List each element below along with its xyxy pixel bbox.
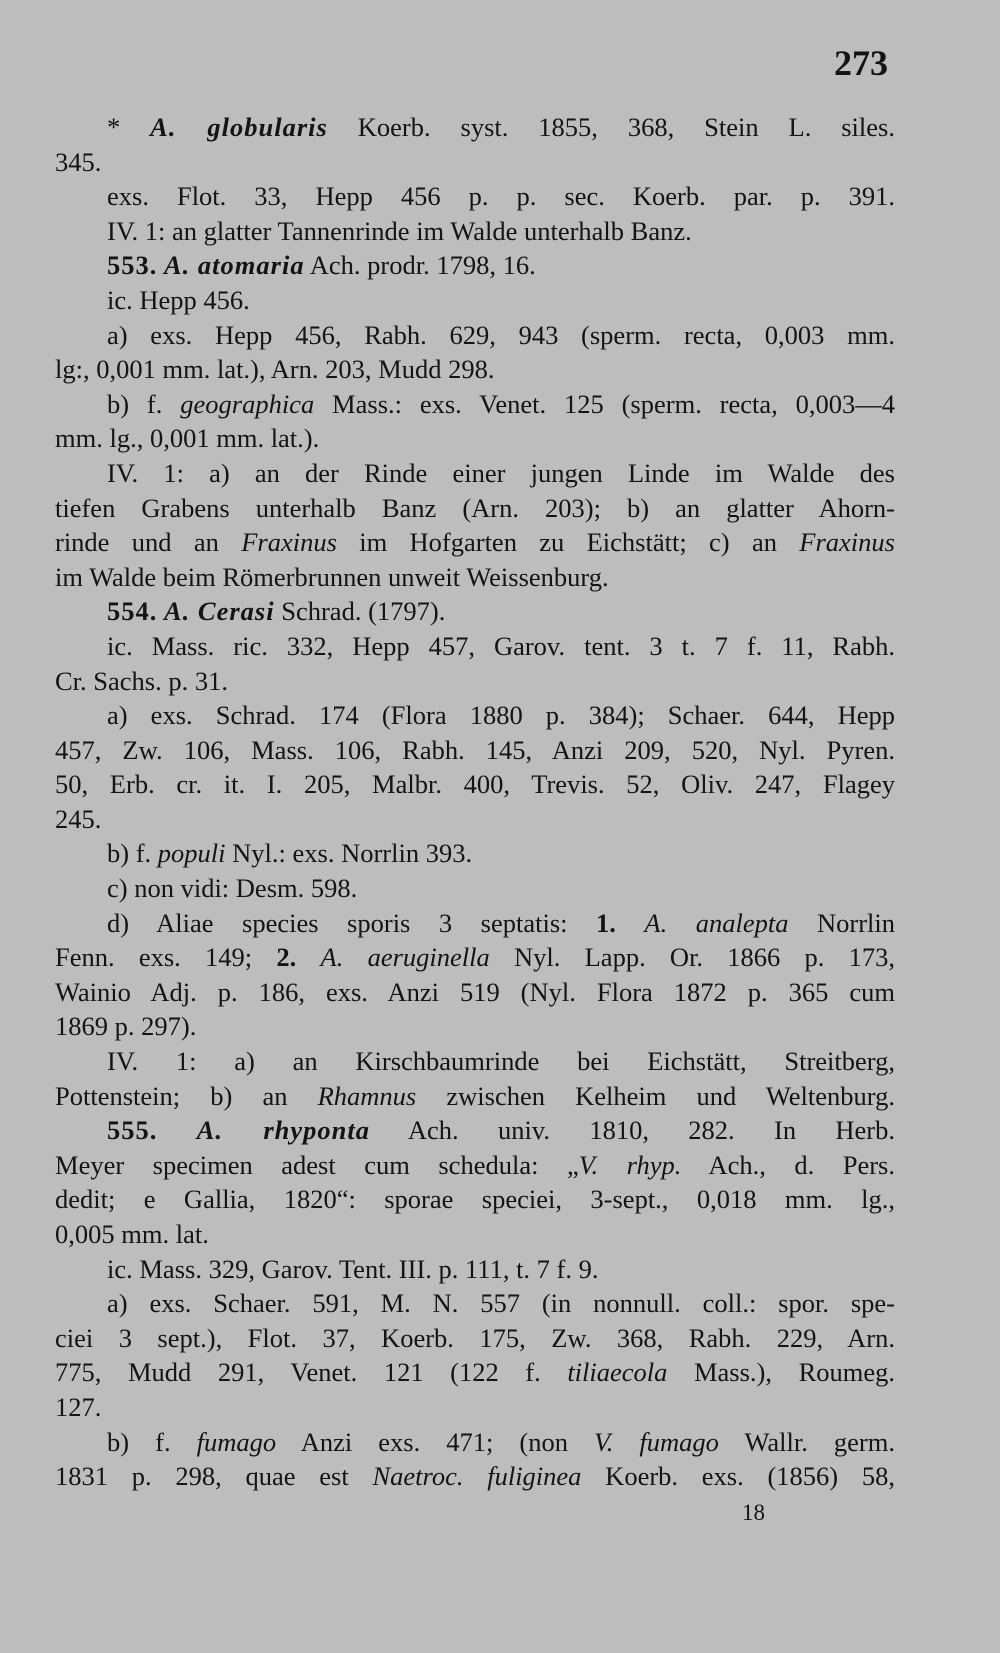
text-line: 457, Zw. 106, Mass. 106, Rabh. 145, Anzi 209, 520, Nyl. Pyren. <box>55 734 895 765</box>
text-line: ic. Mass. 329, Garov. Tent. III. p. 111, t. 7 f. 9. <box>107 1253 599 1284</box>
text-line: c) non vidi: Desm. 598. <box>107 873 358 904</box>
text-line: 245. <box>55 803 102 834</box>
text-line: * A. globularis Koerb. syst. 1855, 368, Stein L. siles. <box>107 112 895 142</box>
text-line: 775, Mudd 291, Venet. 121 (122 f. tiliaecola Mass.), Roumeg. <box>55 1357 895 1388</box>
text-line: d) Aliae species sporis 3 septatis: 1. A. analepta Norrlin <box>107 907 895 938</box>
text-line: dedit; e Gallia, 1820“: sporae speciei, 3-sept., 0,018 mm. lg., <box>55 1184 895 1215</box>
species-heading: 554. A. Cerasi Schrad. (1797). <box>107 596 446 627</box>
text-line: a) exs. Schrad. 174 (Flora 1880 p. 384); Schaer. 644, Hepp <box>107 700 895 731</box>
text-line: exs. Flot. 33, Hepp 456 p. p. sec. Koerb. par. p. 391. <box>107 181 895 212</box>
text-line: IV. 1: a) an Kirschbaumrinde bei Eichstätt, Streitberg, <box>107 1046 895 1077</box>
text-line: 1869 p. 297). <box>55 1011 197 1042</box>
text-line: b) f. fumago Anzi exs. 471; (non V. fumago Wallr. germ. <box>107 1426 895 1457</box>
text-line: ic. Hepp 456. <box>107 284 250 315</box>
text-line: 50, Erb. cr. it. I. 205, Malbr. 400, Trevis. 52, Oliv. 247, Flagey <box>55 769 895 800</box>
body-text <box>55 110 895 1494</box>
text-line: Wainio Adj. p. 186, exs. Anzi 519 (Nyl. Flora 1872 p. 365 cum <box>55 976 895 1007</box>
text-line: b) f. geographica Mass.: exs. Venet. 125 (sperm. recta, 0,003—4 <box>107 388 895 419</box>
text-line: tiefen Grabens unterhalb Banz (Arn. 203); b) an glatter Ahorn- <box>55 492 895 523</box>
species-heading: 553. A. atomaria Ach. prodr. 1798, 16. <box>107 250 536 281</box>
text-line: IV. 1: an glatter Tannenrinde im Walde unterhalb Banz. <box>107 215 692 246</box>
text-line: 1831 p. 298, quae est Naetroc. fuliginea Koerb. exs. (1856) 58, <box>55 1461 895 1492</box>
text-line: rinde und an Fraxinus im Hofgarten zu Eichstätt; c) an Fraxinus <box>55 527 895 558</box>
text-line: a) exs. Hepp 456, Rabh. 629, 943 (sperm. recta, 0,003 mm. <box>107 319 895 350</box>
text-line: Pottenstein; b) an Rhamnus zwischen Kelheim und Weltenburg. <box>55 1080 895 1111</box>
signature-mark: 18 <box>742 1500 765 1525</box>
page-number: 273 <box>834 43 888 83</box>
text-line: 345. <box>55 146 102 177</box>
text-line: IV. 1: a) an der Rinde einer jungen Linde im Walde des <box>107 457 895 488</box>
text-line: lg:, 0,001 mm. lat.), Arn. 203, Mudd 298. <box>55 354 495 385</box>
text-line: ciei 3 sept.), Flot. 37, Koerb. 175, Zw. 368, Rabh. 229, Arn. <box>55 1322 895 1353</box>
text-line: 127. <box>55 1391 102 1422</box>
text-line: Cr. Sachs. p. 31. <box>55 665 228 696</box>
text-line: b) f. populi Nyl.: exs. Norrlin 393. <box>107 838 473 869</box>
text-line: mm. lg., 0,001 mm. lat.). <box>55 423 320 454</box>
text-line: Meyer specimen adest cum schedula: „V. rhyp. Ach., d. Pers. <box>55 1149 895 1180</box>
species-heading: 555. A. rhyponta Ach. univ. 1810, 282. In Herb. <box>107 1115 895 1146</box>
text-line: Fenn. exs. 149; 2. A. aeruginella Nyl. Lapp. Or. 1866 p. 173, <box>55 942 896 973</box>
text-line: im Walde beim Römerbrunnen unweit Weissenburg. <box>55 561 609 592</box>
text-line: a) exs. Schaer. 591, M. N. 557 (in nonnull. coll.: spor. spe- <box>107 1288 895 1319</box>
text-line: 0,005 mm. lat. <box>55 1219 209 1249</box>
text-line: ic. Mass. ric. 332, Hepp 457, Garov. tent. 3 t. 7 f. 11, Rabh. <box>107 630 895 661</box>
